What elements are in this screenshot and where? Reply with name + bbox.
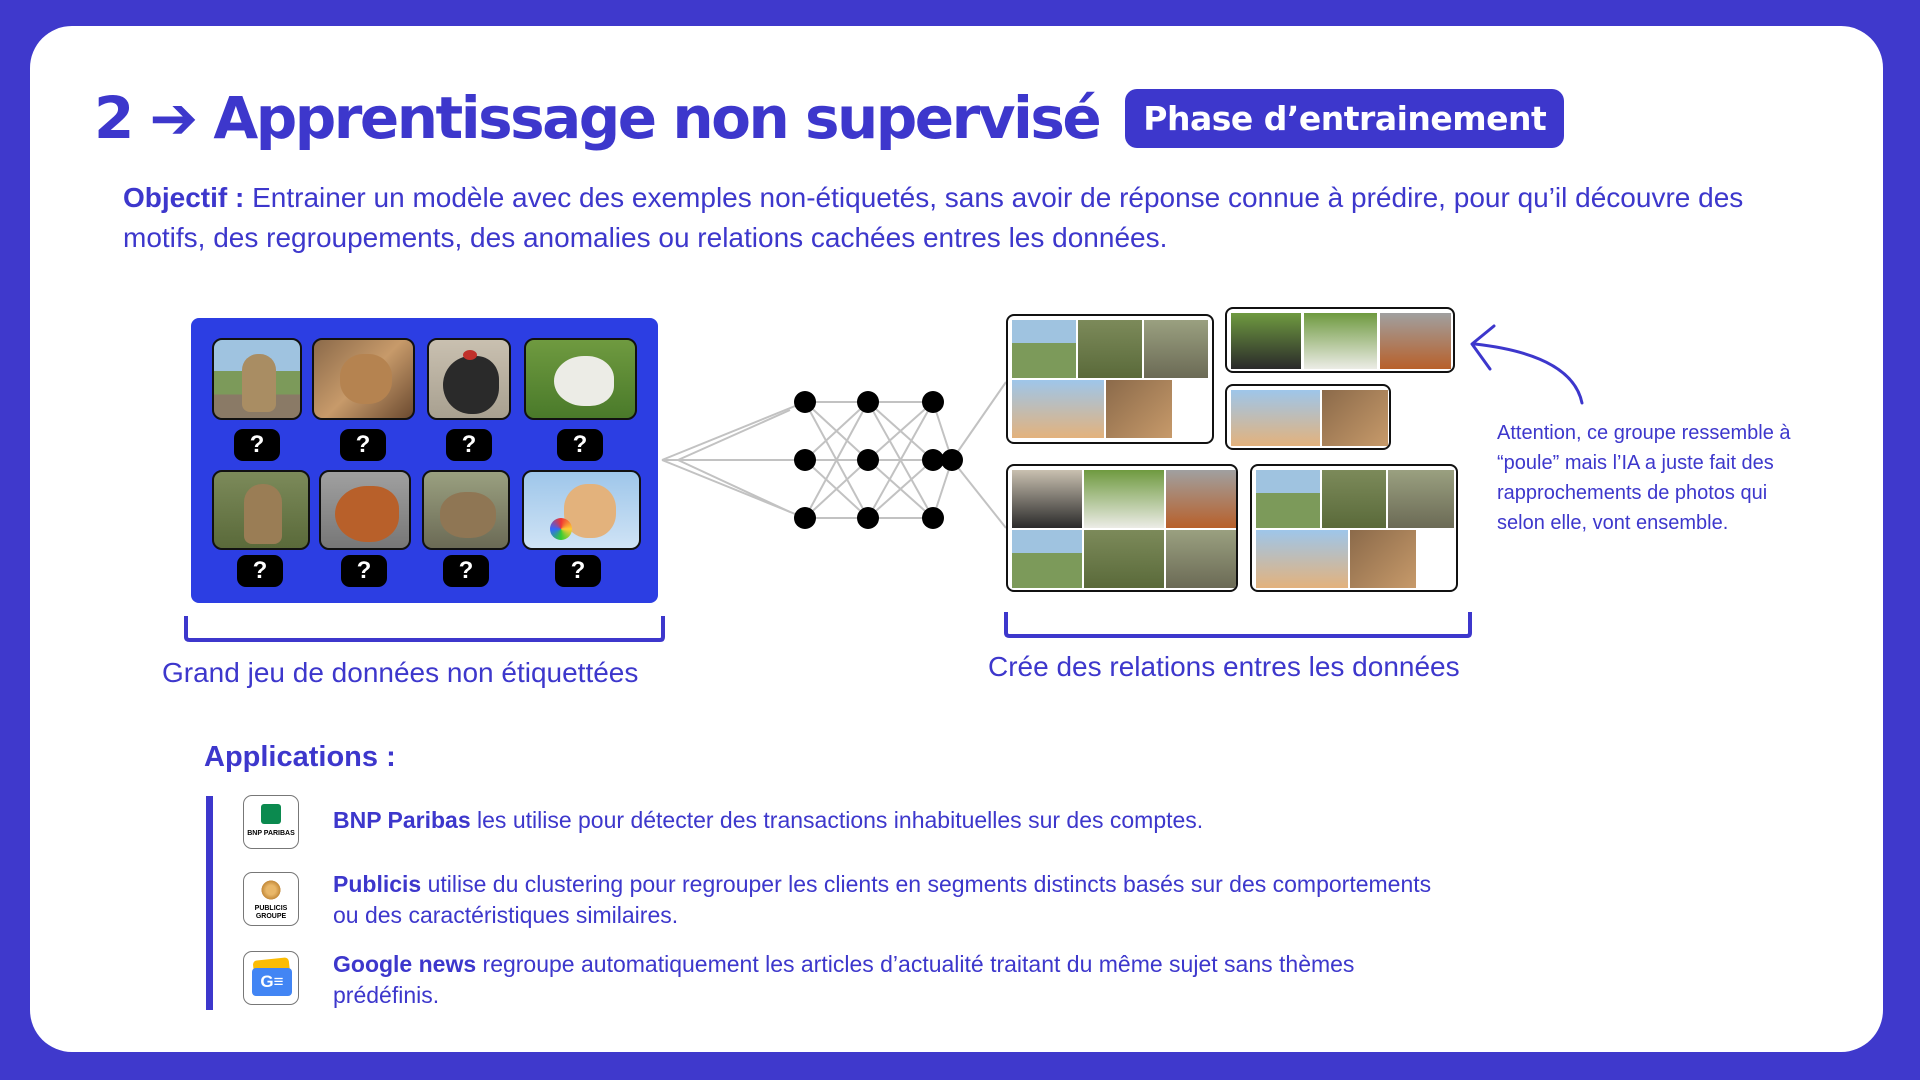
application-text: Google news regroupe automatiquement les articles d’actualité traitant du même sujet sans thèmes prédéfinis.: [333, 951, 1355, 1008]
unlabelled-marker: ?: [340, 429, 386, 461]
unlabelled-marker: ?: [234, 429, 280, 461]
marmot-photo: [1012, 530, 1082, 588]
marmot-photo: [1012, 320, 1076, 378]
application-text: Publicis utilise du clustering pour regrouper les clients en segments distincts basés sur des comportements ou des caractéristiques similaires.: [333, 871, 1432, 928]
unlabelled-marker: ?: [557, 429, 603, 461]
clusters-bracket: [1006, 612, 1470, 636]
application-text: BNP Paribas les utilise pour détecter des transactions inhabituelles sur des comptes.: [333, 807, 1204, 833]
cat-photo: [1350, 530, 1416, 588]
unlabelled-marker: ?: [446, 429, 492, 461]
page-title: 2 ➔ Apprentissage non supervisé: [94, 84, 1100, 152]
marmot-photo: [1166, 530, 1236, 588]
cat-photo: [1322, 390, 1388, 446]
brown-hen-photo: [1380, 313, 1451, 369]
unlabelled-marker: ?: [237, 555, 283, 587]
google-news-logo-icon: G≡: [243, 951, 299, 1005]
objective-text: Entrainer un modèle avec des exemples non-étiquetés, sans avoir de réponse connue à prédire, pour qu’il découvre des motifs, des regroupements, des anomalies ou relations cachées entres les données.: [123, 182, 1744, 253]
kitten-photo: [1231, 390, 1320, 446]
application-item-google-news: [243, 951, 1433, 1011]
cluster-group-3: [1006, 464, 1238, 592]
publicis-logo-icon: PUBLICIS GROUPE: [243, 872, 299, 926]
kitten-photo: [1012, 380, 1104, 438]
dataset-caption: Grand jeu de données non étiquettées: [162, 657, 639, 688]
cluster-group-4: [1250, 464, 1458, 592]
marmot-photo: [1144, 320, 1208, 378]
black-hen-photo: [1012, 470, 1082, 528]
white-hen-photo: [1304, 313, 1377, 369]
black-hen-photo: [1231, 313, 1301, 369]
marmot-photo: [1322, 470, 1386, 528]
brown-hen-photo: [1166, 470, 1236, 528]
bnp-paribas-logo-icon: BNP PARIBAS: [243, 795, 299, 849]
cluster-group-1: [1006, 314, 1214, 444]
clusters-caption: Crée des relations entres les données: [988, 651, 1460, 682]
objective-label: Objectif :: [123, 182, 245, 213]
cat-photo: [1106, 380, 1172, 438]
marmot-photo: [1078, 320, 1142, 378]
marmot-photo: [1084, 530, 1164, 588]
application-item-publicis: [243, 872, 1433, 931]
dataset-bracket: [186, 616, 663, 640]
cluster-group-cats: [1225, 384, 1391, 450]
cluster-group-hens: [1225, 307, 1455, 373]
white-hen-photo: [1084, 470, 1164, 528]
applications-accent-bar: [206, 796, 213, 1010]
note-arrow-icon: [1475, 344, 1582, 403]
kitten-photo: [1256, 530, 1348, 588]
marmot-photo: [1388, 470, 1454, 528]
application-item-bnp: [243, 795, 1433, 849]
unlabelled-marker: ?: [443, 555, 489, 587]
marmot-photo: [1256, 470, 1320, 528]
unlabelled-marker: ?: [555, 555, 601, 587]
warning-note: Attention, ce groupe ressemble à “poule” mais l’IA a juste fait des rapprochements de photos qui selon elle, vont ensemble.: [1497, 422, 1791, 534]
applications-title: Applications :: [204, 741, 396, 773]
phase-badge: Phase d’entrainement: [1125, 89, 1564, 148]
unlabelled-marker: ?: [341, 555, 387, 587]
